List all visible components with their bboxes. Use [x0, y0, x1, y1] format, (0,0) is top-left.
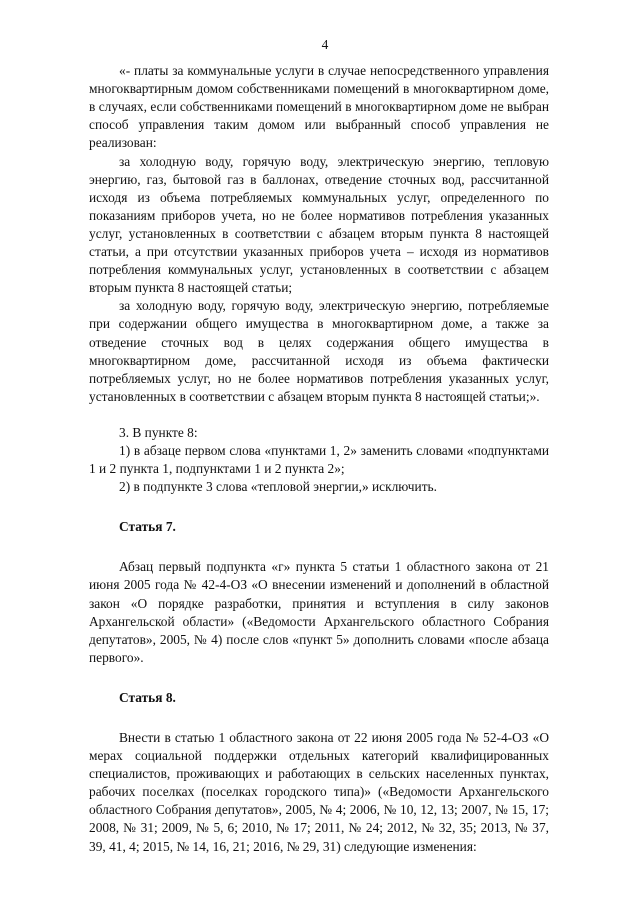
document-page — [89, 36, 549, 856]
spacer — [89, 707, 549, 729]
article-7-heading: Статья 7. — [119, 519, 176, 535]
spacer — [89, 536, 549, 558]
page-number: 4 — [321, 37, 329, 52]
paragraph-water-energy: за холодную воду, горячую воду, электрическую энергию, тепловую энергию, газ, бытовой газ в баллонах, отведение сточных вод, рассчитанной исходя из объема потребляемых коммунальных услуг, определенного по показаниям приборов учета, но не более нормативов потребления указанных услуг, установленных в соответствии с абзацем вторым пункта 8 настоящей статьи, а при отсутствии указанных приборов учета – исходя из нормативов потребления коммунальных услуг, установленных в соответствии с абзацем вторым пункта 8 настоящей статьи; — [89, 153, 549, 296]
article-7-text: Абзац первый подпункта «г» пункта 5 статьи 1 областного закона от 21 июня 2005 года № 42-4-ОЗ «О внесении изменений и дополнений в областной закон «О порядке разработки, принятия и вступления в силу законов Архангельской области» («Ведомости Архангельского областного Собрания депутатов», 2005, № 4) после слов «пункт 5» дополнить словами «после абзаца первого». — [89, 559, 549, 665]
paragraph-common-property: за холодную воду, горячую воду, электрическую энергию, потребляемые при содержании общего имущества в многоквартирном доме, а также за отведение сточных вод в целях содержания общего имущества в многоквартирном доме, рассчитанной исходя из объема фактически потребляемых услуг, но не более нормативов потребления указанных услуг, установленных в соответствии с абзацем вторым пункта 8 настоящей статьи;». — [89, 298, 549, 404]
article-8-text: Внести в статью 1 областного закона от 22 июня 2005 года № 52-4-ОЗ «О мерах социальной поддержки отдельных категорий квалифицированных специалистов, проживающих и работающих в сельских населенных пунктах, рабочих поселках (поселках городского типа)» («Ведомости Архангельского областного Собрания депутатов», 2005, № 4; 2006, № 10, 12, 13; 2007, № 15, 17; 2008, № 31; 2009, № 5, 6; 2010, № 17; 2011, № 24; 2012, № 32, 35; 2013, № 37, 39, 41, 4; 2015, № 14, 16, 21; 2016, № 29, 31) следующие изменения: — [89, 730, 549, 854]
spacer — [89, 406, 549, 424]
paragraph-subpoint-2: 2) в подпункте 3 слова «тепловой энергии,» исключить. — [119, 479, 438, 495]
article-8-heading: Статья 8. — [119, 689, 176, 705]
spacer — [89, 496, 549, 518]
paragraph-point-8: 3. В пункте 8: — [119, 424, 198, 440]
paragraph-subpoint-1: 1) в абзаце первом слова «пунктами 1, 2» заменить словами «подпунктами 1 и 2 пункта 1, подпунктами 1 и 2 пункта 2»; — [89, 442, 549, 477]
spacer — [89, 667, 549, 689]
paragraph-utility-payments: «- платы за коммунальные услуги в случае непосредственного управления многоквартирным домом собственниками помещений в многоквартирном доме, в случаях, если собственниками помещений в многоквартирном доме не выбран способ управления таким домом или выбранный способ управления не реализован: — [89, 63, 549, 151]
